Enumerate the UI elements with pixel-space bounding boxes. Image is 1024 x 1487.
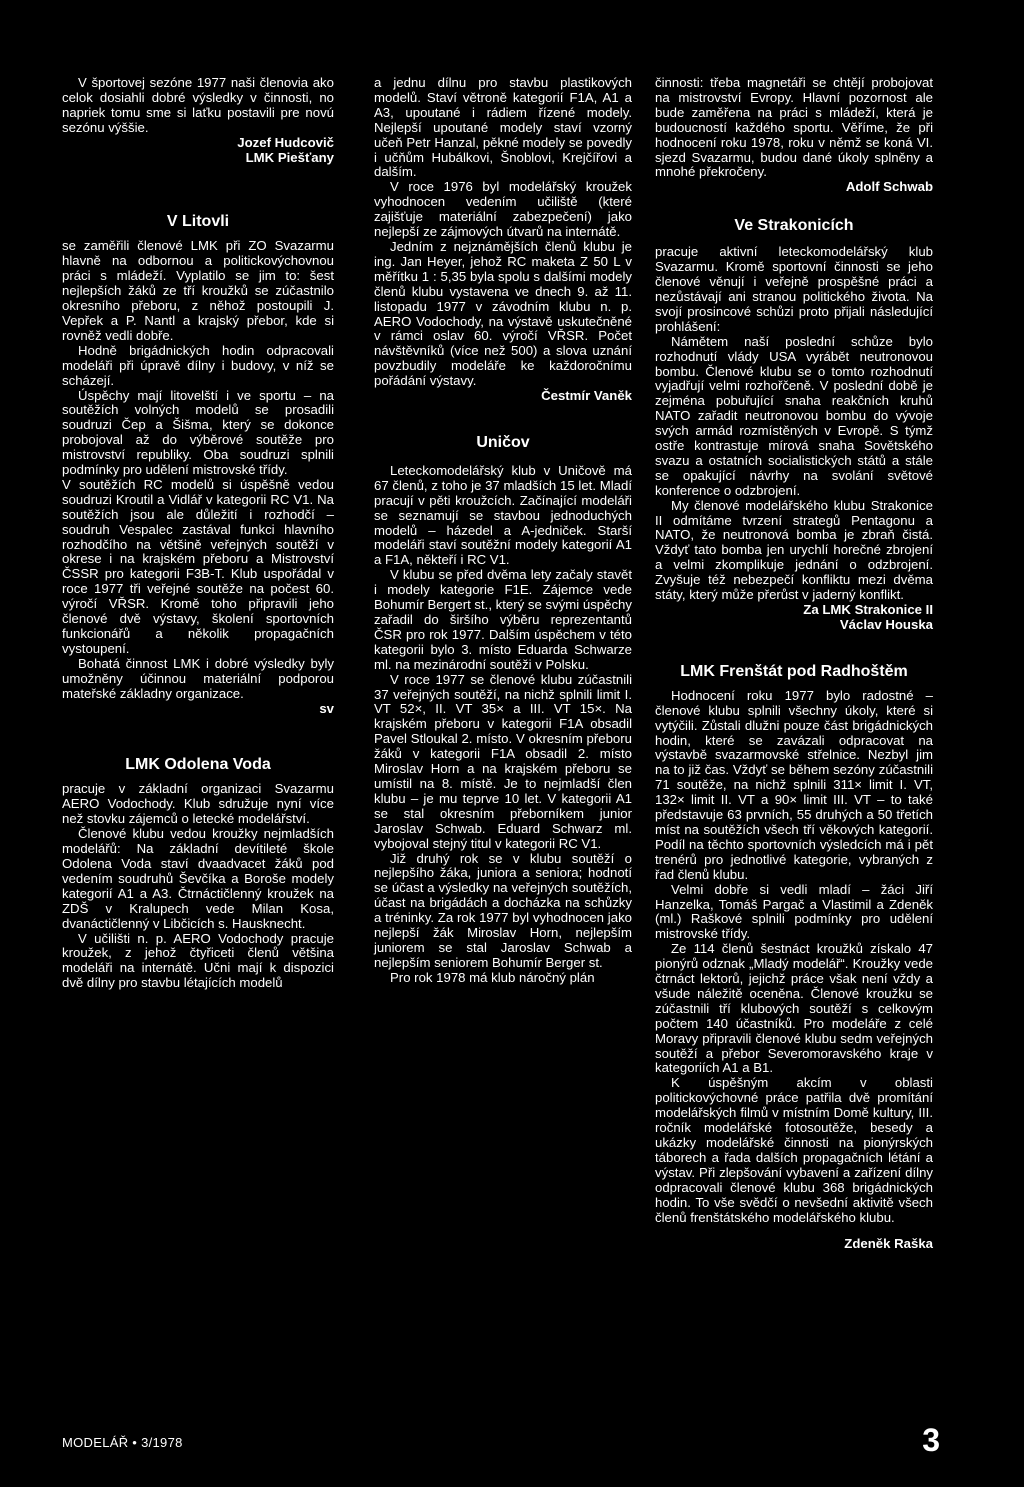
article-paragraph: se zaměřili členové LMK při ZO Svazarmu hlavně na odbornou a politickovýchovnou práci s mládeží. Vyplatilo se jim to: šest nejlepších žáků ze tří kroužků se zúčastnilo okresního přeboru, z něhož postoupili J. Vepřek a P. Nantl a krajský přebor, kde si rovněž vedli dobře. bbox=[62, 238, 334, 343]
article-paragraph: Pro rok 1978 má klub náročný plán bbox=[390, 969, 595, 985]
column-3 bbox=[655, 76, 933, 1252]
article-paragraph: pracuje v základní organizaci Svazarmu AERO Vodochody. Klub sdružuje nyní více než stovku zájemců o letecké modelářství. bbox=[62, 781, 334, 827]
author-signature: Čestmír Vaněk bbox=[541, 388, 632, 404]
column-2 bbox=[374, 76, 632, 986]
article-paragraph: Úspěchy mají litovelští i ve sportu – na soutěžích volných modelů se prosadili soudruzi Čep a Šišma, který se dokonce probojoval až do výběrové soutěže pro mistrovství republiky. Oba soudruzi splnili podmínky pro udělení mistrovské třídy. bbox=[62, 387, 334, 478]
article-paragraph: a jednu dílnu pro stavbu plastikových modelů. Staví větroně kategorií F1A, A1 a A3, upoutané i rádiem řízené modely. Nejlepší upoutané modely staví vzorný učeň Petr Hanzal, pěkné modely se povedly i učňům Hubálkovi, Šnoblovi, Krejčířovi a dalším. bbox=[374, 75, 632, 180]
article-paragraph: Jedním z nejznámějších členů klubu je ing. Jan Heyer, jehož RC maketa Z 50 L v měřítku 1 : 5,35 byla spolu s dalšími modely členů klubu vystavena ve dnech 9. až 11. listopadu 1977 v závodním klubu n. p. AERO Vodochody, na výstavě uskutečněné v rámci oslav 60. výročí VŘSR. Počet návštěvníků (více než 500) a slova uznání povzbudily modeláře ke každoročnímu pořádání výstavy. bbox=[374, 238, 632, 389]
article-paragraph: Hodně brigádnických hodin odpracovali modeláři při úpravě dílny i budovy, v níž se scházejí. bbox=[62, 342, 334, 388]
author-signature: sv bbox=[319, 700, 334, 716]
article-paragraph: Leteckomodelářský klub v Uničově má 67 členů, z toho je 37 mladších 15 let. Mladí pracují v pěti kroužcích. Začínající modeláři se seznamují se stavbou jednoduchých modelů – házedel a A-jedniček. Starší modeláři staví soutěžní modely kategorií A1 a F1A, někteří i RC V1. bbox=[374, 462, 632, 568]
article-paragraph: V učilišti n. p. AERO Vodochody pracuje kroužek, z jehož čtyřiceti členů většina modeláři na internátě. Učni mají k dispozici dvě dílny pro stavbu létajících modelů bbox=[62, 930, 334, 991]
author-club: LMK Piešťany bbox=[245, 149, 334, 165]
article-paragraph: V roce 1977 se členové klubu zúčastnili 37 veřejných soutěží, na nichž splnili limit I. VT 52×, II. VT 35× a III. VT 15×. Na krajském přeboru v kategorii F1A obsadil Pavel Stloukal 2. místo. V okresním přeboru žáků v kategorii F1A obsadil 2. místo Miroslav Horn a na krajském přeboru se umístil na 8. místě. Je to nejmladší člen klubu – je mu teprve 10 let. V kategorii A1 se stal okresním přeborníkem junior Jaroslav Schwab. Eduard Schwarz ml. vybojoval stejný titul v kategorii RC V1. bbox=[374, 671, 632, 851]
section-heading: V Litovli bbox=[166, 213, 230, 231]
article-paragraph: Hodnocení roku 1977 bylo radostné – členové klubu splnili všechny úkoly, které si vytýčili. Zůstali dlužni pouze část brigádnických hodin, které se zavázali odpracovat na výstavbě svazarmovské střelnice. Nezbyl jim na to již čas. Vždyť se během sezóny zúčastnili 71 soutěže, na nichž splnili 311× limit I. VT, 132× limit II. VT a 90× limit III. VT – to také představuje 63 prvních, 55 druhých a 50 třetích míst na soutěžích všech tří věkových kategorií. Podíl na těchto sportovních výsledcích má i pět trenérů pro jednotlivé kategorie, vybraných z řad členů klubu. bbox=[655, 687, 933, 882]
article-paragraph: K úspěšným akcím v oblasti politickovýchovné práce patřila dvě promítání modelářských filmů v místním Domě kultury, III. ročník modelářské fotosoutěže, besedy a ukázky modelářské činnosti na pionýrských táborech a řada dalších propagačních létání a výstav. Při zlepšování vybavení a zařízení dílny odpracovali členové klubu 368 brigádnických hodin. To vše svědčí o nevšední aktivitě všech členů frenštátského modelářského klubu. bbox=[655, 1075, 933, 1225]
page-number: 3 bbox=[922, 1422, 940, 1458]
column-1 bbox=[62, 76, 334, 991]
article-paragraph: V roce 1976 byl modelářský kroužek vyhodnocen vedením učiliště (které zajišťuje materiální zabezpečení) jako nejlepší ze zájmových útvarů na internátě. bbox=[374, 179, 632, 240]
article-paragraph: Ze 114 členů šestnáct kroužků získalo 47 pionýrů odznak „Mladý modelář“. Kroužky vede čtrnáct lektorů, jejichž práce však není vždy a všude náležitě oceněna. Členové kroužku se zúčastnili tří klubových soutěží s celkovým počtem 140 účastníků. Pro modeláře z celé Moravy připravili členové klubu sedm veřejných soutěží a přebor Severomoravského kraje v kategoriích A1 a B1. bbox=[655, 941, 933, 1076]
section-heading: LMK Odolena Voda bbox=[125, 756, 271, 774]
article-paragraph: My členové modelářského klubu Strakonice II odmítáme tvrzení strategů Pentagonu a NATO, že neutronová bomba je zbraň čistá. Vždyť tato bomba jen urychlí horečné zbrojení a velmi zkomplikuje jednání o odzbrojení. Zvyšuje též nebezpečí konfliktu mezi dvěma státy, který může přerůst v jaderný konflikt. bbox=[655, 497, 933, 603]
author-signature: Jozef Hudcovič bbox=[237, 134, 334, 150]
article-paragraph: Velmi dobře si vedli mladí – žáci Jiří Hanzelka, Tomáš Pargač a Vlastimil a Zdeněk (ml.) Raškové splnili podmínky pro udělení mistrovské třídy. bbox=[655, 881, 933, 942]
author-signature: Adolf Schwab bbox=[845, 179, 933, 195]
section-heading: LMK Frenštát pod Radhoštěm bbox=[680, 662, 908, 680]
author-signature: Václav Houska bbox=[839, 616, 933, 632]
article-paragraph: V športovej sezóne 1977 naši členovia ako celok dosiahli dobré výsledky v činnosti, no napriek tomu sme si laťku postavili pre novú sezónu výššie. bbox=[62, 75, 334, 135]
section-heading: Ve Strakonicích bbox=[734, 217, 854, 235]
article-paragraph: V soutěžích RC modelů si úspěšně vedou soudruzi Kroutil a Vidlář v kategorii RC V1. Na soutěžích jsou ale důležití i rozhodčí – soudruh Vespalec zastával funkci hlavního rozhodčího na většině veřejných soutěží v okrese i na krajském přeboru a Mistrovství ČSSR pro kategorii F3B-T. Klub uspořádal v roce 1977 tři veřejné soutěže na počest 60. výročí VŘSR. Kromě toho připravili jeho členové dvě výstavy, školení sportovních funkcionářů a několik propagačních vystoupení. bbox=[62, 476, 334, 656]
article-paragraph: pracuje aktivní leteckomodelářský klub Svazarmu. Kromě sportovní činnosti se jeho členové věnují i veřejně prospěšné práci a nezůstávají ani stranou politického života. Na svojí prosincové schůzi proto přijali následující prohlášení: bbox=[655, 244, 933, 334]
article-paragraph: Již druhý rok se v klubu soutěží o nejlepšího žáka, juniora a seniora; hodnotí se účast a výsledky na veřejných soutěžích, účast na brigádách a docházka na schůzky a tréninky. Za rok 1977 byl vyhodnocen jako nejlepší žák Miroslav Horn, nejlepším juniorem se stal Jaroslav Schwab a nejlepším seniorem Bohumír Berger st. bbox=[374, 850, 632, 970]
article-paragraph: Námětem naší poslední schůze bylo rozhodnutí vlády USA vyrábět neutronovou bombu. Členové klubu se o tomto rozhodnutí vyjadřují velmi rozhořčeně. V poslední době je zejména pobuřující snaha reakčních kruhů NATO zařadit neutronovou bombu do vývoje svých armád rozmístěných v Evropě. S týmž ostře kontrastuje mírová snaha Sovětského svazu a ostatních socialistických států a stále se opakující návrhy na svolání světové konference o odzbrojení. bbox=[655, 333, 933, 498]
author-signature: Zdeněk Raška bbox=[844, 1236, 933, 1252]
magazine-issue: MODELÁŘ • 3/1978 bbox=[62, 1435, 183, 1450]
article-paragraph: Členové klubu vedou kroužky nejmladších modelářů: Na základní devítileté škole Odolena Voda staví dvaadvacet žáků pod vedením soudruhů Ševčíka a Boroše modely kategorií A1 a A3. Čtrnáctičlenný kroužek na ZDŠ v Kralupech vede Milan Kosa, dvanáctičlenný v Libčicích s. Hausknecht. bbox=[62, 826, 334, 931]
article-paragraph: činnosti: třeba magnetáři se chtějí probojovat na mistrovství Evropy. Hlavní pozornost ale bude zaměřena na práci s mládeží, která je budoucností každého sportu. Věříme, že při hodnocení roku 1978, roku v němž se koná VI. sjezd Svazarmu, budou dané úkoly splněny a mnohé překročeny. bbox=[655, 75, 933, 180]
article-paragraph: V klubu se před dvěma lety začaly stavět i modely kategorie F1E. Zájemce vede Bohumír Bergert st., který se svými úspěchy zařadil do širšího výběru reprezentantů ČSR pro rok 1977. Dalším úspěchem v této kategorii bylo 3. místo Eduarda Schwarze ml. na mezinárodní soutěži v Polsku. bbox=[374, 567, 632, 672]
section-heading: Uničov bbox=[476, 433, 530, 451]
author-club: Za LMK Strakonice II bbox=[803, 602, 933, 617]
article-paragraph: Bohatá činnost LMK i dobré výsledky byly umožněny účinnou materiální podporou mateřské základny organizace. bbox=[62, 655, 334, 701]
